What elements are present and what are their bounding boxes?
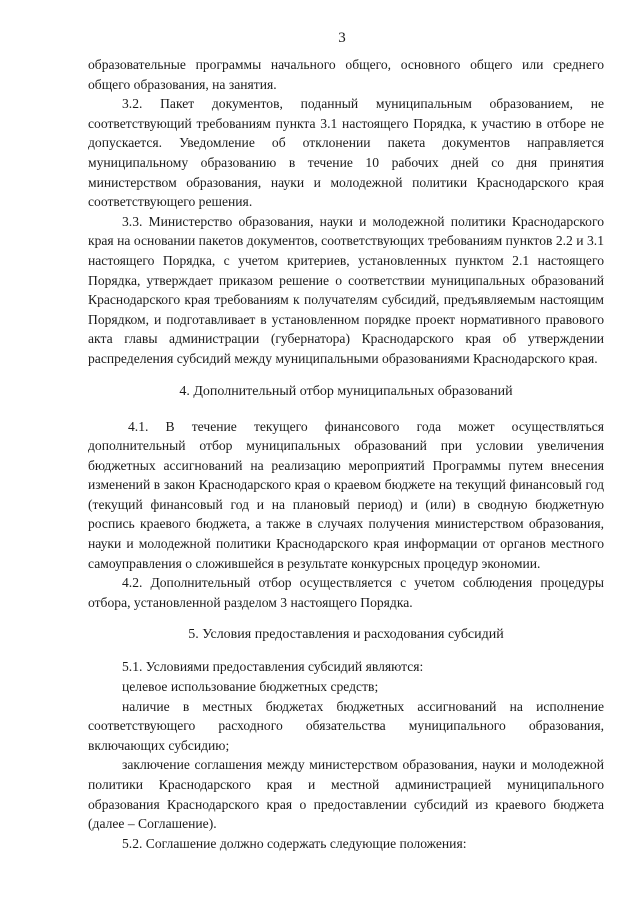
section-heading-4: 4. Дополнительный отбор муниципальных образований [179,383,513,399]
section-heading-5: 5. Условия предоставления и расходования субсидий [188,627,504,643]
paragraph-5-2: 5.2. Соглашение должно содержать следующие положения: [122,835,467,851]
paragraph-condition-3: заключение соглашения между министерством образования, науки и молодежной политики Краснодарского края и местной администрацией муниципального образования Краснодарского края о предоставлении субсидий из краевого бюджета (далее – Соглашение). [88,757,604,832]
paragraph-4-2: 4.2. Дополнительный отбор осуществляется с учетом соблюдения процедуры отбора, установленной разделом 3 настоящего Порядка. [88,575,604,610]
paragraph-condition-1: целевое использование бюджетных средств; [122,679,379,695]
paragraph-condition-2: наличие в местных бюджетах бюджетных ассигнований на исполнение соответствующего расходного обязательства муниципального образования, включающих субсидию; [88,698,604,753]
paragraph-continuation: образовательные программы начального общего, основного общего или среднего общего образования, на занятия. [88,57,604,92]
paragraph-4-1: 4.1. В течение текущего финансового года может осуществляться дополнительный отбор муниципальных образований при условии увеличения бюджетных ассигнований на реализацию мероприятий Программы путем внесения изменений в закон Краснодарского края о краевом бюджете на текущий финансовый год (текущий финансовый год и на плановый период) и (или) в сводную бюджетную роспись краевого бюджета, а также в случаях получения министерством образования, науки и молодежной политики Краснодарского края информации от органов местного самоуправления о сложившейся в результате конкурсных процедур экономии. [88,418,604,571]
paragraph-3-3: 3.3. Министерство образования, науки и молодежной политики Краснодарского края на основании пакетов документов, соответствующих требованиям пунктов 2.2 и 3.1 настоящего Порядка, с учетом критериев, установленных пунктом 2.1 настоящего Порядка, утверждает приказом решение о соответствии муниципальных образований Краснодарского края требованиям к получателям субсидий, предъявляемым настоящим Порядком, и подготавливает в установленном порядке проект нормативного правового акта главы администрации (губернатора) Краснодарского края об утверждении распределения субсидий между муниципальными образованиями Краснодарского края. [88,213,604,366]
page-number: 3 [338,30,346,46]
paragraph-3-2: 3.2. Пакет документов, поданный муниципальным образованием, не соответствующий требованиям пункта 3.1 настоящего Порядка, к участию в отборе не допускается. Уведомление об отклонении пакета документов направляется муниципальному образованию в течение 10 рабочих дней со дня принятия министерством образования, науки и молодежной политики Краснодарского края соответствующего решения. [88,96,604,210]
paragraph-5-1: 5.1. Условиями предоставления субсидий являются: [122,659,424,675]
